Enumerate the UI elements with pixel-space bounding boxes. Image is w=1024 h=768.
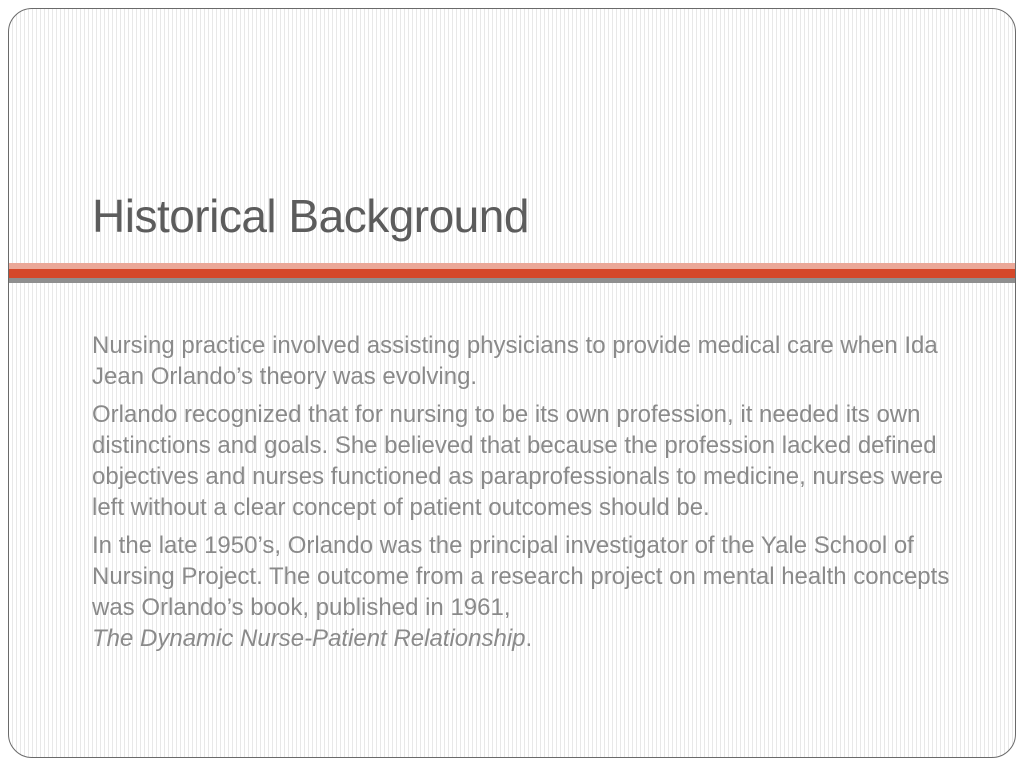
slide bbox=[8, 8, 1016, 758]
body-paragraph: Nursing practice involved assisting physicians to provide medical care when Ida Jean Orlando’s theory was evolving. bbox=[92, 332, 938, 390]
body-paragraph-text: In the late 1950’s, Orlando was the principal investigator of the Yale School of Nursing Project. The outcome from a research project on mental health concepts was Orlando’s book, published in 1961, bbox=[92, 532, 950, 621]
slide-title: Historical Background bbox=[92, 190, 529, 242]
divider-gray-stripe bbox=[9, 278, 1015, 283]
end-punctuation: . bbox=[525, 625, 533, 652]
body-paragraph-last bbox=[92, 530, 962, 654]
body-paragraph: Orlando recognized that for nursing to be its own profession, it needed its own distinctions and goals. She believed that because the profession lacked defined objectives and nurses functioned as paraprofessionals to medicine, nurses were left without a clear concept of patient outcomes should be. bbox=[92, 401, 944, 521]
book-title: The Dynamic Nurse-Patient Relationship bbox=[92, 625, 526, 652]
slide-body bbox=[92, 330, 962, 661]
divider-orange-stripe bbox=[9, 269, 1015, 278]
